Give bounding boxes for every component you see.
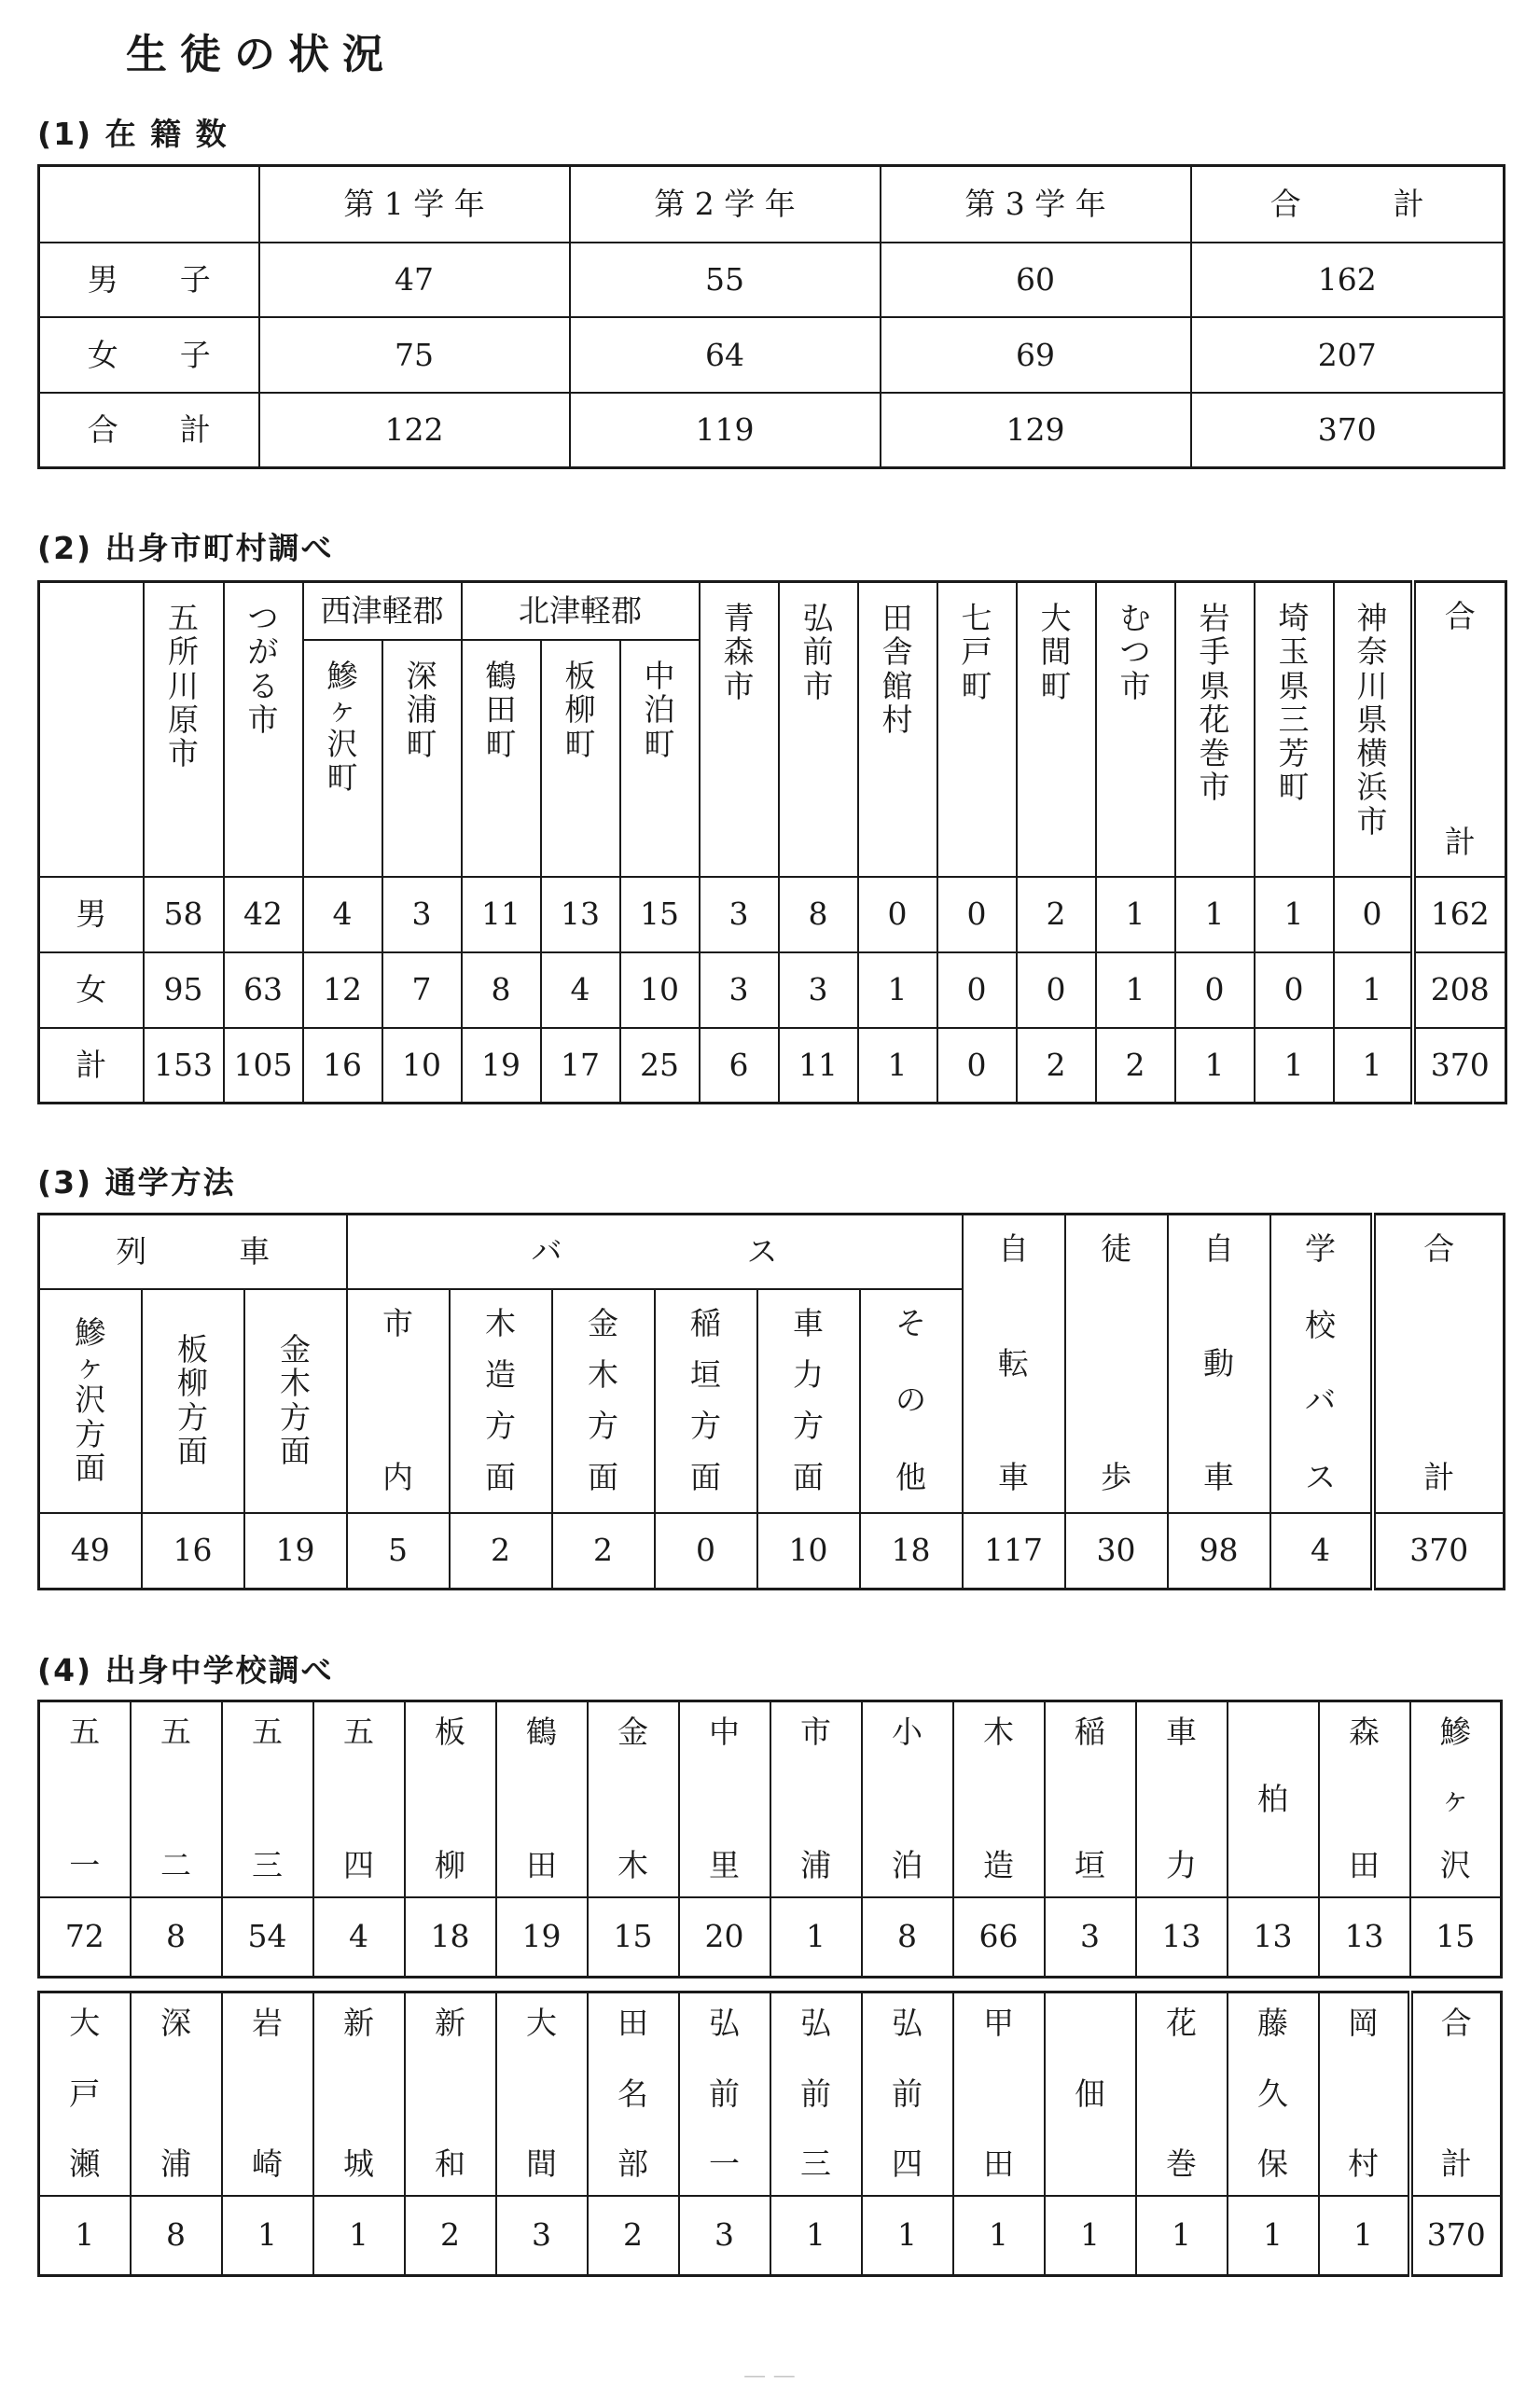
table-cell: 1 bbox=[1045, 2196, 1136, 2276]
table-cell: 95 bbox=[144, 952, 224, 1028]
table-cell: 4 bbox=[1270, 1513, 1373, 1590]
col-header: 佃 bbox=[1045, 1992, 1136, 2196]
table-cell: 13 bbox=[1319, 1897, 1410, 1978]
header-grade-3: 第 3 学 年 bbox=[881, 166, 1191, 243]
table-cell: 1 bbox=[39, 2196, 131, 2276]
table-cell: 1 bbox=[1255, 877, 1334, 952]
col-header: 車 力 bbox=[1136, 1701, 1228, 1897]
table-cell: 16 bbox=[303, 1028, 382, 1104]
table-row bbox=[39, 877, 1506, 952]
table-cell: 3 bbox=[679, 2196, 770, 2276]
table-cell: 129 bbox=[881, 393, 1191, 468]
table-cell: 0 bbox=[858, 877, 937, 952]
table-cell: 1 bbox=[1255, 1028, 1334, 1104]
table-cell: 1 bbox=[858, 1028, 937, 1104]
col-header: 市 内 bbox=[347, 1289, 450, 1513]
table-cell: 3 bbox=[496, 2196, 588, 2276]
table-cell: 1 bbox=[862, 2196, 953, 2276]
table-cell: 1 bbox=[1175, 877, 1255, 952]
col-header: 鰺 ヶ 沢 方 面 bbox=[39, 1289, 142, 1513]
table-cell: 4 bbox=[313, 1897, 405, 1978]
table-row bbox=[39, 1028, 1506, 1104]
header-grade-1: 第 1 学 年 bbox=[259, 166, 570, 243]
table-cell: 7 bbox=[382, 952, 462, 1028]
col-header: 岡 村 bbox=[1319, 1992, 1410, 2196]
col-header: 鶴 田 町 bbox=[462, 640, 541, 877]
table-cell: 55 bbox=[570, 243, 881, 317]
table-row bbox=[39, 317, 1505, 392]
col-header: 森 田 bbox=[1319, 1701, 1410, 1897]
col-header: 七 戸 町 bbox=[937, 582, 1017, 877]
table-row bbox=[39, 952, 1506, 1028]
col-header: 青 森 市 bbox=[700, 582, 779, 877]
table-cell: 19 bbox=[496, 1897, 588, 1978]
table-header-row bbox=[39, 166, 1505, 243]
page-number-faint: — — bbox=[743, 2362, 796, 2388]
col-header: 小 泊 bbox=[862, 1701, 953, 1897]
section-1-heading: (1) 在 籍 数 bbox=[37, 116, 229, 152]
table-cell: 1 bbox=[858, 952, 937, 1028]
table-cell: 370 bbox=[1191, 393, 1505, 468]
col-header: 甲 田 bbox=[953, 1992, 1045, 2196]
junior-high-table-a bbox=[37, 1700, 1503, 1978]
table-cell: 207 bbox=[1191, 317, 1505, 392]
col-header: 弘 前 三 bbox=[770, 1992, 862, 2196]
table-cell: 18 bbox=[860, 1513, 963, 1590]
table-cell: 54 bbox=[222, 1897, 313, 1978]
table-cell: 60 bbox=[881, 243, 1191, 317]
table-cell: 162 bbox=[1191, 243, 1505, 317]
table-header-row bbox=[39, 1701, 1502, 1897]
col-header: 自 動 車 bbox=[1168, 1215, 1270, 1513]
group-header-train: 列 車 bbox=[39, 1215, 347, 1289]
table-cell: 208 bbox=[1413, 952, 1506, 1028]
table-cell: 75 bbox=[259, 317, 570, 392]
col-header: 埼 玉 県 三 芳 町 bbox=[1255, 582, 1334, 877]
table-cell: 10 bbox=[620, 952, 700, 1028]
table-cell: 13 bbox=[1136, 1897, 1228, 1978]
table-cell: 6 bbox=[700, 1028, 779, 1104]
table-cell: 8 bbox=[131, 2196, 222, 2276]
col-header: 自 転 車 bbox=[963, 1215, 1065, 1513]
table-cell: 4 bbox=[541, 952, 620, 1028]
header-total: 合 計 bbox=[1191, 166, 1505, 243]
table-row bbox=[39, 1897, 1502, 1978]
table-cell: 370 bbox=[1373, 1513, 1505, 1590]
table-cell: 2 bbox=[1096, 1028, 1175, 1104]
col-header: 弘 前 市 bbox=[779, 582, 858, 877]
section-4-heading: (4) 出身中学校調べ bbox=[37, 1652, 334, 1688]
col-header: 金 木 方 面 bbox=[552, 1289, 655, 1513]
col-header: 中 泊 町 bbox=[620, 640, 700, 877]
table-cell: 12 bbox=[303, 952, 382, 1028]
table-cell: 1 bbox=[953, 2196, 1045, 2276]
table-cell: 3 bbox=[382, 877, 462, 952]
table-cell: 0 bbox=[655, 1513, 757, 1590]
table-cell: 10 bbox=[382, 1028, 462, 1104]
table-cell: 19 bbox=[244, 1513, 347, 1590]
table-cell: 2 bbox=[450, 1513, 552, 1590]
table-cell: 2 bbox=[1017, 877, 1096, 952]
col-header: 神 奈 川 県 横 浜 市 bbox=[1334, 582, 1413, 877]
table-cell: 19 bbox=[462, 1028, 541, 1104]
table-cell: 0 bbox=[937, 877, 1017, 952]
col-header: 金 木 bbox=[588, 1701, 679, 1897]
col-header: 新 城 bbox=[313, 1992, 405, 2196]
col-header: 徒 歩 bbox=[1065, 1215, 1168, 1513]
table-cell: 8 bbox=[462, 952, 541, 1028]
header-blank bbox=[39, 166, 259, 243]
commute-table bbox=[37, 1213, 1505, 1590]
table-cell: 122 bbox=[259, 393, 570, 468]
table-cell: 1 bbox=[1319, 2196, 1410, 2276]
row-label: 男 bbox=[39, 877, 144, 952]
table-header-row bbox=[39, 582, 1506, 641]
col-header: 岩 崎 bbox=[222, 1992, 313, 2196]
table-header-row bbox=[39, 1992, 1502, 2196]
col-header-total: 合 計 bbox=[1373, 1215, 1505, 1513]
row-label: 女 子 bbox=[39, 317, 259, 392]
table-cell: 117 bbox=[963, 1513, 1065, 1590]
col-header: 鶴 田 bbox=[496, 1701, 588, 1897]
table-cell: 15 bbox=[620, 877, 700, 952]
table-row bbox=[39, 1513, 1505, 1590]
col-header-total: 合 計 bbox=[1413, 582, 1506, 877]
table-cell: 10 bbox=[757, 1513, 860, 1590]
junior-high-table-b bbox=[37, 1991, 1503, 2277]
table-cell: 370 bbox=[1413, 1028, 1506, 1104]
table-cell: 2 bbox=[552, 1513, 655, 1590]
col-header: 田 名 部 bbox=[588, 1992, 679, 2196]
row-label: 合 計 bbox=[39, 393, 259, 468]
row-label: 男 子 bbox=[39, 243, 259, 317]
group-header-bus: バ ス bbox=[347, 1215, 963, 1289]
table-cell: 3 bbox=[779, 952, 858, 1028]
table-cell: 66 bbox=[953, 1897, 1045, 1978]
table-cell: 16 bbox=[142, 1513, 244, 1590]
table-cell: 63 bbox=[224, 952, 303, 1028]
table-cell: 2 bbox=[1017, 1028, 1096, 1104]
table-cell: 370 bbox=[1410, 2196, 1502, 2276]
table-cell: 1 bbox=[313, 2196, 405, 2276]
col-header: 中 里 bbox=[679, 1701, 770, 1897]
group-header-nishitsugaru: 西津軽郡 bbox=[303, 582, 462, 641]
table-cell: 2 bbox=[588, 2196, 679, 2276]
col-header: 木 造 方 面 bbox=[450, 1289, 552, 1513]
table-cell: 0 bbox=[1017, 952, 1096, 1028]
enrollment-table bbox=[37, 164, 1505, 469]
table-cell: 64 bbox=[570, 317, 881, 392]
table-cell: 11 bbox=[462, 877, 541, 952]
row-label: 女 bbox=[39, 952, 144, 1028]
col-header: 板 柳 bbox=[405, 1701, 496, 1897]
hometown-table bbox=[37, 580, 1507, 1104]
table-cell: 0 bbox=[1334, 877, 1413, 952]
col-header: 深 浦 町 bbox=[382, 640, 462, 877]
table-header-row bbox=[39, 1215, 1505, 1289]
table-cell: 1 bbox=[1096, 952, 1175, 1028]
table-cell: 0 bbox=[937, 952, 1017, 1028]
table-cell: 42 bbox=[224, 877, 303, 952]
table-cell: 4 bbox=[303, 877, 382, 952]
row-label: 計 bbox=[39, 1028, 144, 1104]
table-cell: 1 bbox=[1136, 2196, 1228, 2276]
table-cell: 1 bbox=[1175, 1028, 1255, 1104]
group-header-kitatsugaru: 北津軽郡 bbox=[462, 582, 700, 641]
table-cell: 1 bbox=[770, 1897, 862, 1978]
col-header: 車 力 方 面 bbox=[757, 1289, 860, 1513]
table-cell: 0 bbox=[1175, 952, 1255, 1028]
col-header: 学 校 バ ス bbox=[1270, 1215, 1373, 1513]
table-cell: 15 bbox=[1410, 1897, 1502, 1978]
table-cell: 8 bbox=[779, 877, 858, 952]
table-cell: 72 bbox=[39, 1897, 131, 1978]
col-header: 板 柳 方 面 bbox=[142, 1289, 244, 1513]
table-cell: 8 bbox=[131, 1897, 222, 1978]
col-header: 岩 手 県 花 巻 市 bbox=[1175, 582, 1255, 877]
col-header: 稲 垣 方 面 bbox=[655, 1289, 757, 1513]
col-header: 金 木 方 面 bbox=[244, 1289, 347, 1513]
col-header: 木 造 bbox=[953, 1701, 1045, 1897]
table-cell: 2 bbox=[405, 2196, 496, 2276]
section-3-heading: (3) 通学方法 bbox=[37, 1164, 236, 1201]
col-header: 柏 bbox=[1228, 1701, 1319, 1897]
col-header: 田 舎 館 村 bbox=[858, 582, 937, 877]
table-cell: 1 bbox=[1334, 1028, 1413, 1104]
col-header: 稲 垣 bbox=[1045, 1701, 1136, 1897]
table-cell: 8 bbox=[862, 1897, 953, 1978]
table-cell: 17 bbox=[541, 1028, 620, 1104]
col-header: 鰺 ヶ 沢 町 bbox=[303, 640, 382, 877]
col-header: 合 計 bbox=[1410, 1992, 1502, 2196]
col-header: 弘 前 一 bbox=[679, 1992, 770, 2196]
table-cell: 13 bbox=[1228, 1897, 1319, 1978]
col-header: 五 所 川 原 市 bbox=[144, 582, 224, 877]
col-header: む つ 市 bbox=[1096, 582, 1175, 877]
col-header: 大 間 bbox=[496, 1992, 588, 2196]
table-cell: 20 bbox=[679, 1897, 770, 1978]
col-header: 五 三 bbox=[222, 1701, 313, 1897]
col-header: 花 巻 bbox=[1136, 1992, 1228, 2196]
header-grade-2: 第 2 学 年 bbox=[570, 166, 881, 243]
table-cell: 30 bbox=[1065, 1513, 1168, 1590]
table-cell: 3 bbox=[1045, 1897, 1136, 1978]
col-header: 鰺 ヶ 沢 bbox=[1410, 1701, 1502, 1897]
col-header: 大 間 町 bbox=[1017, 582, 1096, 877]
col-header: 弘 前 四 bbox=[862, 1992, 953, 2196]
table-cell: 1 bbox=[222, 2196, 313, 2276]
table-cell: 153 bbox=[144, 1028, 224, 1104]
col-header: 深 浦 bbox=[131, 1992, 222, 2196]
table-row bbox=[39, 2196, 1502, 2276]
table-cell: 98 bbox=[1168, 1513, 1270, 1590]
table-row bbox=[39, 243, 1505, 317]
col-header: 板 柳 町 bbox=[541, 640, 620, 877]
table-cell: 5 bbox=[347, 1513, 450, 1590]
table-cell: 18 bbox=[405, 1897, 496, 1978]
col-header: 大 戸 瀬 bbox=[39, 1992, 131, 2196]
table-cell: 162 bbox=[1413, 877, 1506, 952]
col-header: つ が る 市 bbox=[224, 582, 303, 877]
header-blank bbox=[39, 582, 144, 877]
col-header: 五 四 bbox=[313, 1701, 405, 1897]
table-cell: 25 bbox=[620, 1028, 700, 1104]
col-header: 藤 久 保 bbox=[1228, 1992, 1319, 2196]
col-header: 新 和 bbox=[405, 1992, 496, 2196]
col-header: 五 二 bbox=[131, 1701, 222, 1897]
table-cell: 47 bbox=[259, 243, 570, 317]
table-cell: 105 bbox=[224, 1028, 303, 1104]
table-cell: 13 bbox=[541, 877, 620, 952]
section-2-heading: (2) 出身市町村調べ bbox=[37, 530, 334, 566]
table-cell: 1 bbox=[1228, 2196, 1319, 2276]
table-cell: 1 bbox=[770, 2196, 862, 2276]
table-cell: 11 bbox=[779, 1028, 858, 1104]
table-cell: 119 bbox=[570, 393, 881, 468]
table-cell: 0 bbox=[937, 1028, 1017, 1104]
col-header: 市 浦 bbox=[770, 1701, 862, 1897]
col-header: そ の 他 bbox=[860, 1289, 963, 1513]
table-cell: 3 bbox=[700, 952, 779, 1028]
col-header: 五 一 bbox=[39, 1701, 131, 1897]
table-cell: 15 bbox=[588, 1897, 679, 1978]
table-cell: 3 bbox=[700, 877, 779, 952]
table-row bbox=[39, 393, 1505, 468]
table-cell: 0 bbox=[1255, 952, 1334, 1028]
table-cell: 49 bbox=[39, 1513, 142, 1590]
table-cell: 1 bbox=[1096, 877, 1175, 952]
table-cell: 69 bbox=[881, 317, 1191, 392]
table-cell: 1 bbox=[1334, 952, 1413, 1028]
table-cell: 58 bbox=[144, 877, 224, 952]
page-title: 生徒の状況 bbox=[126, 31, 396, 78]
